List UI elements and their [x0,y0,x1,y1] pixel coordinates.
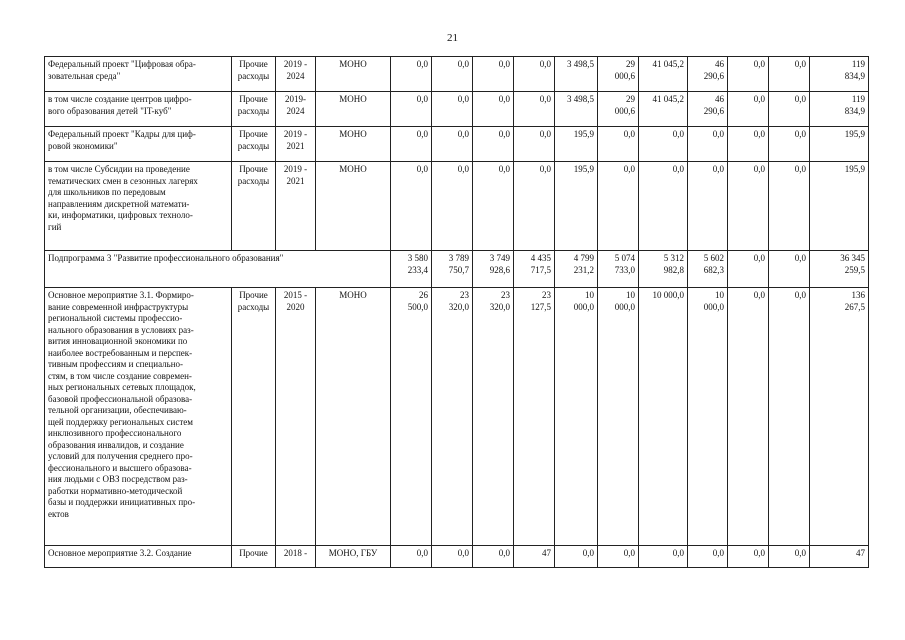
value-cell: 0,0 [688,162,728,251]
table-row [45,57,869,92]
value-cell: 29 000,6 [598,92,639,127]
value-cell: 0,0 [769,57,810,92]
value-cell: 23 320,0 [473,288,514,546]
value-cell: 195,9 [555,162,598,251]
row-period: 2019 - 2021 [276,127,316,162]
value-cell: 5 312 982,8 [639,251,688,288]
row-expense-type: Прочие расходы [232,162,276,251]
row-expense-type: Прочие расходы [232,92,276,127]
value-cell: 195,9 [810,127,869,162]
table-row [45,288,869,546]
value-cell: 10 000,0 [688,288,728,546]
value-cell: 0,0 [473,127,514,162]
value-cell: 0,0 [391,162,432,251]
value-cell: 23 127,5 [514,288,555,546]
value-cell: 0,0 [473,57,514,92]
value-cell: 3 580 233,4 [391,251,432,288]
row-executor: МОНО [316,162,391,251]
value-cell: 10 000,0 [598,288,639,546]
value-cell: 23 320,0 [432,288,473,546]
row-executor: МОНО [316,92,391,127]
value-cell: 0,0 [728,92,769,127]
subprogram-row [45,251,869,288]
value-cell: 5 602 682,3 [688,251,728,288]
row-expense-type: Прочие расходы [232,57,276,92]
value-cell: 0,0 [473,546,514,568]
budget-table [44,56,869,568]
value-cell: 0,0 [391,57,432,92]
value-cell: 0,0 [769,127,810,162]
value-cell: 0,0 [555,546,598,568]
value-cell: 0,0 [432,57,473,92]
value-cell: 0,0 [639,162,688,251]
row-description: Федеральный проект "Цифровая обра- зовательная среда" [45,57,232,92]
value-cell: 0,0 [598,546,639,568]
value-cell: 119 834,9 [810,57,869,92]
value-cell: 47 [810,546,869,568]
row-period: 2019 - 2024 [276,57,316,92]
table-row [45,127,869,162]
value-cell: 3 498,5 [555,92,598,127]
table-body-after [45,288,869,568]
page-number: 21 [447,32,458,44]
row-executor: МОНО, ГБУ [316,546,391,568]
value-cell: 195,9 [555,127,598,162]
value-cell: 36 345 259,5 [810,251,869,288]
value-cell: 0,0 [514,92,555,127]
value-cell: 0,0 [473,162,514,251]
value-cell: 0,0 [598,162,639,251]
value-cell: 195,9 [810,162,869,251]
row-expense-type: Прочие [232,546,276,568]
value-cell: 0,0 [688,127,728,162]
subprogram-section [45,251,869,288]
row-description: Основное мероприятие 3.1. Формиро- вание современной инфраструктуры региональной системы профессио- нального образования в условиях раз- вития инновационной экономики по наиболее востребованным и перспек- тивным профессиям и специально- стям, в том числе создание современ- ных региональных сетевых площадок, базовой профессиональной образова- тельной организации, обеспечиваю- щей поддержку региональных систем инклюзивного профессионального образования инвалидов, и создание условий для получения среднего про- фессионального и высшего образова- ния людьми с ОВЗ посредством раз- работки нормативно-методической базы и поддержки инициативных про- ектов [45,288,232,546]
value-cell: 46 290,6 [688,57,728,92]
table-row [45,92,869,127]
row-description: Федеральный проект "Кадры для циф- ровой экономики" [45,127,232,162]
value-cell: 0,0 [769,251,810,288]
row-executor: МОНО [316,57,391,92]
value-cell: 119 834,9 [810,92,869,127]
value-cell: 0,0 [728,162,769,251]
row-period: 2019 - 2021 [276,162,316,251]
value-cell: 0,0 [432,92,473,127]
value-cell: 0,0 [598,127,639,162]
value-cell: 0,0 [728,251,769,288]
value-cell: 41 045,2 [639,57,688,92]
value-cell: 4 435 717,5 [514,251,555,288]
subprogram-title: Подпрограмма 3 "Развитие профессионального образования" [45,251,391,288]
value-cell: 0,0 [728,127,769,162]
row-expense-type: Прочие расходы [232,127,276,162]
value-cell: 29 000,6 [598,57,639,92]
value-cell: 0,0 [432,546,473,568]
row-executor: МОНО [316,127,391,162]
value-cell: 136 267,5 [810,288,869,546]
row-period: 2019- 2024 [276,92,316,127]
value-cell: 47 [514,546,555,568]
value-cell: 0,0 [473,92,514,127]
value-cell: 26 500,0 [391,288,432,546]
value-cell: 0,0 [391,127,432,162]
value-cell: 0,0 [391,92,432,127]
row-expense-type: Прочие расходы [232,288,276,546]
value-cell: 0,0 [391,546,432,568]
value-cell: 0,0 [769,288,810,546]
value-cell: 0,0 [728,546,769,568]
value-cell: 0,0 [688,546,728,568]
row-description: Основное мероприятие 3.2. Создание [45,546,232,568]
value-cell: 10 000,0 [555,288,598,546]
value-cell: 3 498,5 [555,57,598,92]
value-cell: 0,0 [514,162,555,251]
row-executor: МОНО [316,288,391,546]
value-cell: 3 789 750,7 [432,251,473,288]
table-row [45,546,869,568]
table-body-before [45,57,869,251]
value-cell: 41 045,2 [639,92,688,127]
value-cell: 0,0 [728,57,769,92]
value-cell: 10 000,0 [639,288,688,546]
value-cell: 4 799 231,2 [555,251,598,288]
value-cell: 0,0 [769,546,810,568]
row-period: 2018 - [276,546,316,568]
row-description: в том числе создание центров цифро- вого образования детей "IT-куб" [45,92,232,127]
value-cell: 0,0 [432,127,473,162]
value-cell: 3 749 928,6 [473,251,514,288]
value-cell: 0,0 [432,162,473,251]
value-cell: 0,0 [514,57,555,92]
value-cell: 0,0 [639,127,688,162]
table-row [45,162,869,251]
row-period: 2015 - 2020 [276,288,316,546]
value-cell: 5 074 733,0 [598,251,639,288]
row-description: в том числе Субсидии на проведение тематических смен в сезонных лагерях для школьников по передовым направлениям дискретной математи- ки, информатики, цифровых техноло- гий [45,162,232,251]
value-cell: 0,0 [728,288,769,546]
value-cell: 0,0 [639,546,688,568]
value-cell: 0,0 [769,92,810,127]
value-cell: 0,0 [514,127,555,162]
value-cell: 46 290,6 [688,92,728,127]
value-cell: 0,0 [769,162,810,251]
